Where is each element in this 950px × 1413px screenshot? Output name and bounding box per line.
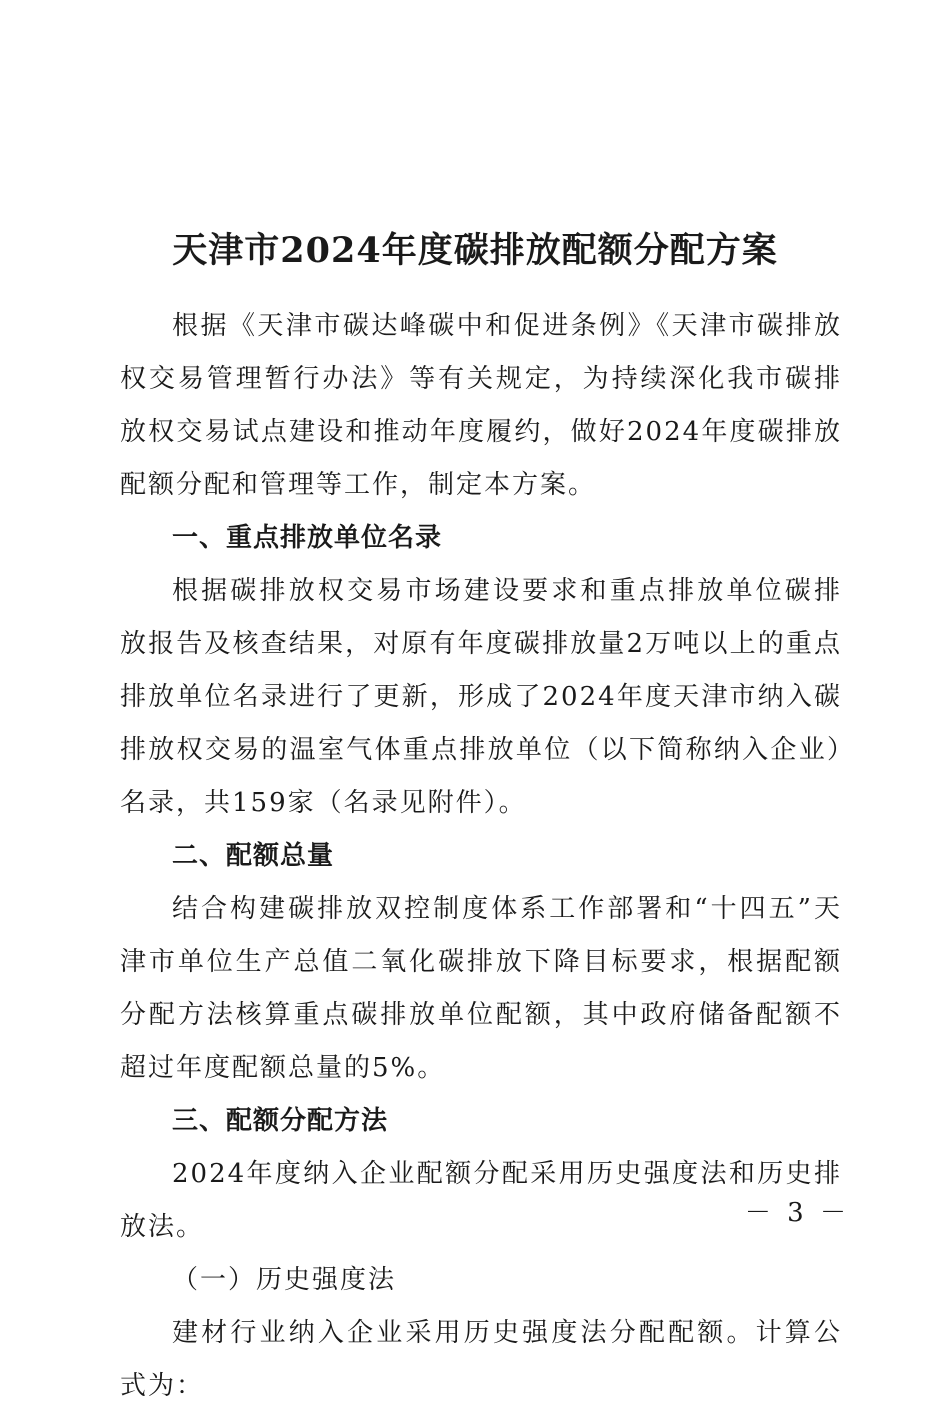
section-total-quota-paragraph: 结合构建碳排放双控制度体系工作部署和“十四五”天津市单位生产总值二氧化碳排放下降目标要求，根据配额分配方法核算重点碳排放单位配额，其中政府储备配额不超过年度配额总量的5%。 bbox=[120, 894, 842, 1083]
intro-paragraph: 根据《天津市碳达峰碳中和促进条例》《天津市碳排放权交易管理暂行办法》等有关规定，为持续深化我市碳排放权交易试点建设和推动年度履约，做好2024年度碳排放配额分配和管理等工作，制定本方案。 bbox=[120, 311, 842, 500]
section-heading-roster: 一、重点排放单位名录 bbox=[172, 523, 443, 553]
subsection-historical-intensity-paragraph: 建材行业纳入企业采用历史强度法分配配额。计算公式为： bbox=[120, 1318, 842, 1401]
section-roster-paragraph: 根据碳排放权交易市场建设要求和重点排放单位碳排放报告及核查结果，对原有年度碳排放量2万吨以上的重点排放单位名录进行了更新，形成了2024年度天津市纳入碳排放权交易的温室气体重点排放单位（以下简称纳入企业）名录，共159家（名录见附件）。 bbox=[120, 576, 842, 818]
page-title: 天津市2024年度碳排放配额分配方案 bbox=[172, 230, 778, 272]
subsection-heading-historical-intensity: （一）历史强度法 bbox=[172, 1265, 397, 1295]
section-heading-allocation-method: 三、配额分配方法 bbox=[172, 1106, 389, 1136]
section-allocation-method-paragraph: 2024年度纳入企业配额分配采用历史强度法和历史排放法。 bbox=[120, 1159, 842, 1242]
section-heading-total-quota: 二、配额总量 bbox=[172, 841, 335, 871]
document-body bbox=[120, 300, 842, 1413]
page-number: － 3 － bbox=[744, 1198, 850, 1228]
